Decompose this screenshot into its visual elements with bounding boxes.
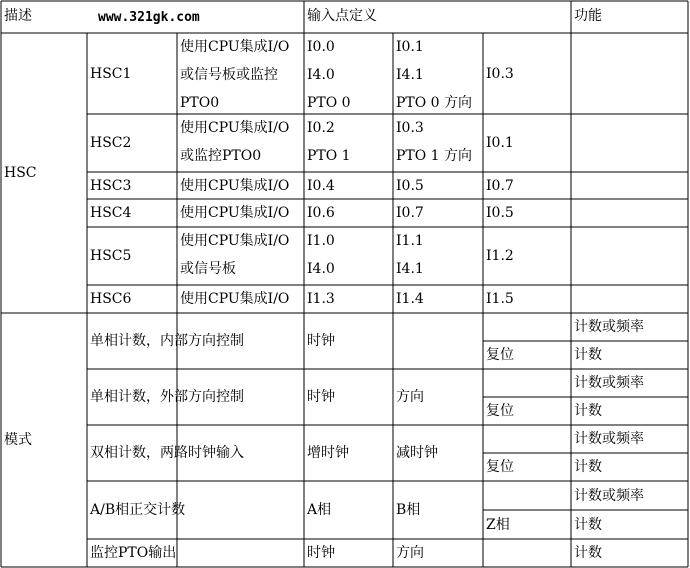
- hsc-input-2-text: I0.7: [396, 205, 424, 221]
- mode-input-3a: [483, 425, 571, 453]
- mode-function-text: 计数: [574, 545, 602, 561]
- hsc-name: [87, 114, 177, 172]
- hsc-label: [1, 33, 87, 313]
- mode-input-2-text: 方向: [396, 389, 424, 405]
- header-describe-text: 描述: [4, 8, 32, 24]
- mode-function-a-text: 计数或频率: [574, 431, 644, 447]
- hsc-input-2-text: I1.1: [396, 233, 424, 249]
- hsc-input-2-text: I4.1: [396, 261, 424, 277]
- hsc-name: [87, 285, 177, 313]
- hsc-input-2: [393, 285, 483, 313]
- mode-input-3a: [483, 481, 571, 510]
- hsc-input-1: [304, 199, 393, 227]
- mode-name-text: 单相计数，外部方向控制: [90, 389, 244, 405]
- hsc-name: [87, 172, 177, 199]
- hsc-input-3-text: I1.2: [486, 248, 514, 264]
- mode-function-a: [571, 369, 688, 397]
- mode-input-1: [304, 539, 393, 567]
- hsc-name-text: HSC5: [90, 248, 132, 264]
- hsc-description-text: 或信号板: [180, 261, 236, 277]
- mode-function-a-text: 计数或频率: [574, 487, 644, 504]
- mode-function-b-text: 计数: [574, 403, 602, 419]
- mode-function-b-text: 计数: [574, 347, 602, 363]
- mode-name: [87, 539, 304, 567]
- hsc-input-3-text: I1.5: [486, 291, 514, 307]
- mode-function-b: [571, 397, 688, 425]
- hsc-description-text: 使用CPU集成I/O: [180, 120, 290, 136]
- hsc-input-3: [483, 114, 571, 172]
- hsc-name-text: HSC1: [90, 65, 132, 82]
- hsc-input-3: [483, 227, 571, 285]
- mode-function: [571, 539, 688, 567]
- hsc-input-2: [393, 33, 483, 114]
- mode-name: [87, 425, 304, 481]
- mode-input-3b-text: 复位: [486, 347, 514, 363]
- mode-label-text: 模式: [4, 432, 32, 448]
- header-function-text: 功能: [574, 8, 602, 24]
- mode-input-1: [304, 313, 393, 369]
- hsc-name-text: HSC4: [90, 205, 132, 221]
- hsc-input-3-text: I0.1: [486, 135, 514, 151]
- mode-input-3b: [483, 510, 571, 539]
- hsc-description: [177, 33, 304, 114]
- mode-function-b-text: 计数: [574, 516, 602, 533]
- mode-input-3b: [483, 453, 571, 481]
- mode-input-2-text: 方向: [396, 545, 424, 561]
- hsc-input-3: [483, 285, 571, 313]
- hsc-input-1: [304, 114, 393, 172]
- hsc-name: [87, 227, 177, 285]
- hsc-description-text: 使用CPU集成I/O: [180, 205, 290, 221]
- hsc-description-text: 使用CPU集成I/O: [180, 39, 290, 55]
- hsc-input-2-text: I0.1: [396, 39, 424, 55]
- hsc-input-2: [393, 227, 483, 285]
- mode-input-2: [393, 425, 483, 481]
- hsc-input-3: [483, 199, 571, 227]
- header-input-definition-text: 输入点定义: [307, 8, 377, 24]
- mode-label: [1, 313, 87, 567]
- mode-input-2: [393, 369, 483, 425]
- mode-input-1-text: 时钟: [307, 333, 335, 349]
- hsc-input-1: [304, 227, 393, 285]
- mode-name: [87, 369, 304, 425]
- mode-name-text: A/B相正交计数: [90, 502, 186, 518]
- mode-input-2: [393, 539, 483, 567]
- mode-input-1: [304, 481, 393, 539]
- hsc-input-2-text: PTO 0 方向: [396, 95, 473, 111]
- mode-input-1: [304, 369, 393, 425]
- hsc-description-text: 使用CPU集成I/O: [180, 233, 290, 249]
- mode-input-1-text: 时钟: [307, 389, 335, 405]
- mode-input-2: [393, 481, 483, 539]
- hsc-description: [177, 227, 304, 285]
- hsc-input-2-text: I0.3: [396, 120, 424, 136]
- mode-function-a-text: 计数或频率: [574, 319, 644, 335]
- hsc-input-1-text: I0.6: [307, 205, 335, 221]
- mode-function-a: [571, 313, 688, 341]
- hsc-input-2-text: I0.5: [396, 178, 424, 194]
- mode-input-2-text: B相: [396, 502, 421, 518]
- hsc-input-1-text: I1.3: [307, 291, 335, 307]
- hsc-function: [571, 172, 688, 199]
- hsc-input-2-text: PTO 1 方向: [396, 148, 473, 164]
- mode-name-text: 双相计数，两路时钟输入: [90, 445, 244, 461]
- hsc-description: [177, 172, 304, 199]
- hsc-input-1: [304, 172, 393, 199]
- hsc-function: [571, 199, 688, 227]
- mode-input-3b-text: 复位: [486, 459, 514, 475]
- hsc-input-1-text: I4.0: [307, 67, 335, 83]
- mode-function-b: [571, 453, 688, 481]
- hsc-input-1-text: I4.0: [307, 261, 335, 277]
- header-describe: [1, 1, 304, 33]
- hsc-name-text: HSC6: [90, 291, 132, 307]
- hsc-description-text: 或监控PTO0: [180, 148, 262, 164]
- hsc-description: [177, 285, 304, 313]
- mode-input-3a: [483, 313, 571, 341]
- mode-input-1-text: 时钟: [307, 545, 335, 561]
- hsc-input-2: [393, 114, 483, 172]
- hsc-input-2: [393, 199, 483, 227]
- hsc-input-2-text: I1.4: [396, 291, 424, 307]
- mode-name-text: 监控PTO输出: [90, 545, 177, 561]
- mode-input-1: [304, 425, 393, 481]
- hsc-function: [571, 227, 688, 285]
- hsc-input-3: [483, 172, 571, 199]
- hsc-input-3-text: I0.7: [486, 177, 514, 194]
- hsc-function: [571, 114, 688, 172]
- hsc-function: [571, 285, 688, 313]
- mode-input-2-text: 减时钟: [396, 445, 438, 461]
- hsc-input-3: [483, 33, 571, 114]
- hsc-input-2-text: I4.1: [396, 67, 424, 83]
- hsc-name-text: HSC2: [90, 135, 132, 151]
- hsc-input-1-text: PTO 1: [307, 148, 351, 164]
- hsc-function: [571, 33, 688, 114]
- hsc-description-text: 使用CPU集成I/O: [180, 291, 290, 307]
- mode-input-3b-text: Z相: [486, 516, 510, 533]
- hsc-description-text: PTO0: [180, 95, 220, 111]
- header-input-definition: [304, 1, 571, 33]
- mode-name: [87, 481, 304, 539]
- mode-name: [87, 313, 304, 369]
- hsc-input-1-text: I0.0: [307, 39, 335, 55]
- header-function: [571, 1, 688, 33]
- mode-name-text: 单相计数，内部方向控制: [90, 333, 244, 349]
- mode-input-3: [483, 539, 571, 567]
- hsc-name: [87, 199, 177, 227]
- hsc-input-1: [304, 285, 393, 313]
- mode-input-3a: [483, 369, 571, 397]
- mode-function-a-text: 计数或频率: [574, 375, 644, 391]
- mode-input-3b: [483, 341, 571, 369]
- mode-input-3b-text: 复位: [486, 403, 514, 419]
- mode-function-a: [571, 425, 688, 453]
- hsc-name-text: HSC3: [90, 177, 132, 194]
- hsc-name: [87, 33, 177, 114]
- mode-input-3b: [483, 397, 571, 425]
- hsc-input-1-text: PTO 0: [307, 95, 351, 111]
- hsc-input-1-text: I1.0: [307, 233, 335, 249]
- hsc-input-3-text: I0.3: [486, 65, 514, 82]
- hsc-description-text: 或信号板或监控: [180, 67, 278, 83]
- hsc-input-3-text: I0.5: [486, 205, 514, 221]
- hsc-input-1-text: I0.2: [307, 120, 335, 136]
- mode-function-b-text: 计数: [574, 459, 602, 475]
- hsc-input-1-text: I0.4: [307, 178, 335, 194]
- hsc-label-text: HSC: [4, 165, 37, 181]
- mode-input-2: [393, 313, 483, 369]
- watermark-text: www.321gk.com: [98, 10, 200, 25]
- mode-function-b: [571, 510, 688, 539]
- hsc-input-2: [393, 172, 483, 199]
- hsc-description: [177, 114, 304, 172]
- mode-function-a: [571, 481, 688, 510]
- hsc-description: [177, 199, 304, 227]
- mode-input-1-text: A相: [307, 502, 332, 518]
- mode-function-b: [571, 341, 688, 369]
- mode-input-1-text: 增时钟: [307, 445, 349, 461]
- hsc-input-1: [304, 33, 393, 114]
- hsc-description-text: 使用CPU集成I/O: [180, 178, 290, 194]
